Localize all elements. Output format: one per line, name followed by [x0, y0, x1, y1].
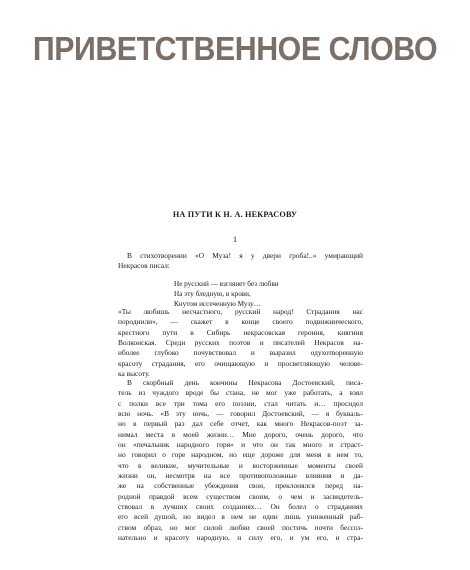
text-line: ка высоту. [118, 369, 150, 379]
text-line: с полки все три тома его поэзии, стал читать и… просидел [118, 398, 363, 408]
text-line: иболее глубоко почувствовал и выразил одухотворенную [118, 348, 363, 358]
text-line: красоту страдания, его очищающую и просветляющую челове- [118, 358, 363, 368]
verse-line: Кнутом иссеченную Музу… [174, 300, 261, 308]
paragraph-1 [118, 307, 363, 379]
text-line: что в великие, мучительные и восторженные моменты своей [118, 460, 363, 470]
text-line: всю ночь. «В эту ночь, — говорил Достоевский, — я букваль- [118, 409, 363, 419]
text-line: «Ты любишь несчастного, русский народ! Страдания нас [118, 307, 363, 316]
text-line: Волконская. Среди русских поэтов и писателей Некрасов на- [118, 338, 363, 348]
text-line: родной правдой всем существом своим, о чем и засвидетель- [118, 491, 363, 501]
text-line: крестного пути в Сибирь некрасовская героиня, княгиня [118, 327, 363, 337]
text-line: В стихотворении «О Муза! я у двери гроба!..» умирающий [127, 251, 363, 260]
text-line: породнили», — скажет в конце своего подвижнического, [118, 317, 363, 327]
verse-line: Не русский — взглянет без любви [174, 280, 279, 288]
verse-line: На эту бледную, в крови, [174, 290, 251, 298]
text-line: нательно и красоту народную, и силу его, и ум его, и стра- [118, 533, 363, 543]
text-line: но говорил о горе народном, но еще дороже для меня в нем то, [118, 450, 363, 460]
text-line: тель из чуждого вроде бы стана, не мог уже работать, а взял [118, 388, 363, 398]
text-line: но в первый раз дал себе отчет, как много Некрасов-поэт за- [118, 419, 363, 429]
paragraph-2 [118, 378, 363, 544]
section-header-title: ПРИВЕТСТВЕННОЕ СЛОВО [32, 30, 438, 67]
article-title: НА ПУТИ К Н. А. НЕКРАСОВУ [172, 210, 298, 219]
text-line: ствовал в лучших своих созданиях… Он болел о страданиях [118, 502, 363, 512]
text-line: ством образ, но мог силой любви своей постичь почти бессоз- [118, 522, 363, 532]
text-line: жизни он, несмотря на все противоположные влияния и да- [118, 471, 363, 481]
text-line: В скорбный день кончины Некрасова Достоевский, писа- [127, 378, 363, 387]
intro-paragraph [118, 251, 363, 272]
text-line: нимал места в моей жизни… Мне дорого, очень дорого, что [118, 429, 363, 439]
text-line: его всей душой, но видел в нем не один лишь униженный раб- [118, 512, 363, 522]
text-line: Некрасов писал: [118, 261, 170, 271]
verse-quote [174, 279, 279, 309]
text-line: же на собственные убеждения свои, преклонялся перед на- [118, 481, 363, 491]
text-line: он «печальник народного горя» и что он так много и страст- [118, 440, 363, 450]
section-number: 1 [232, 234, 238, 244]
